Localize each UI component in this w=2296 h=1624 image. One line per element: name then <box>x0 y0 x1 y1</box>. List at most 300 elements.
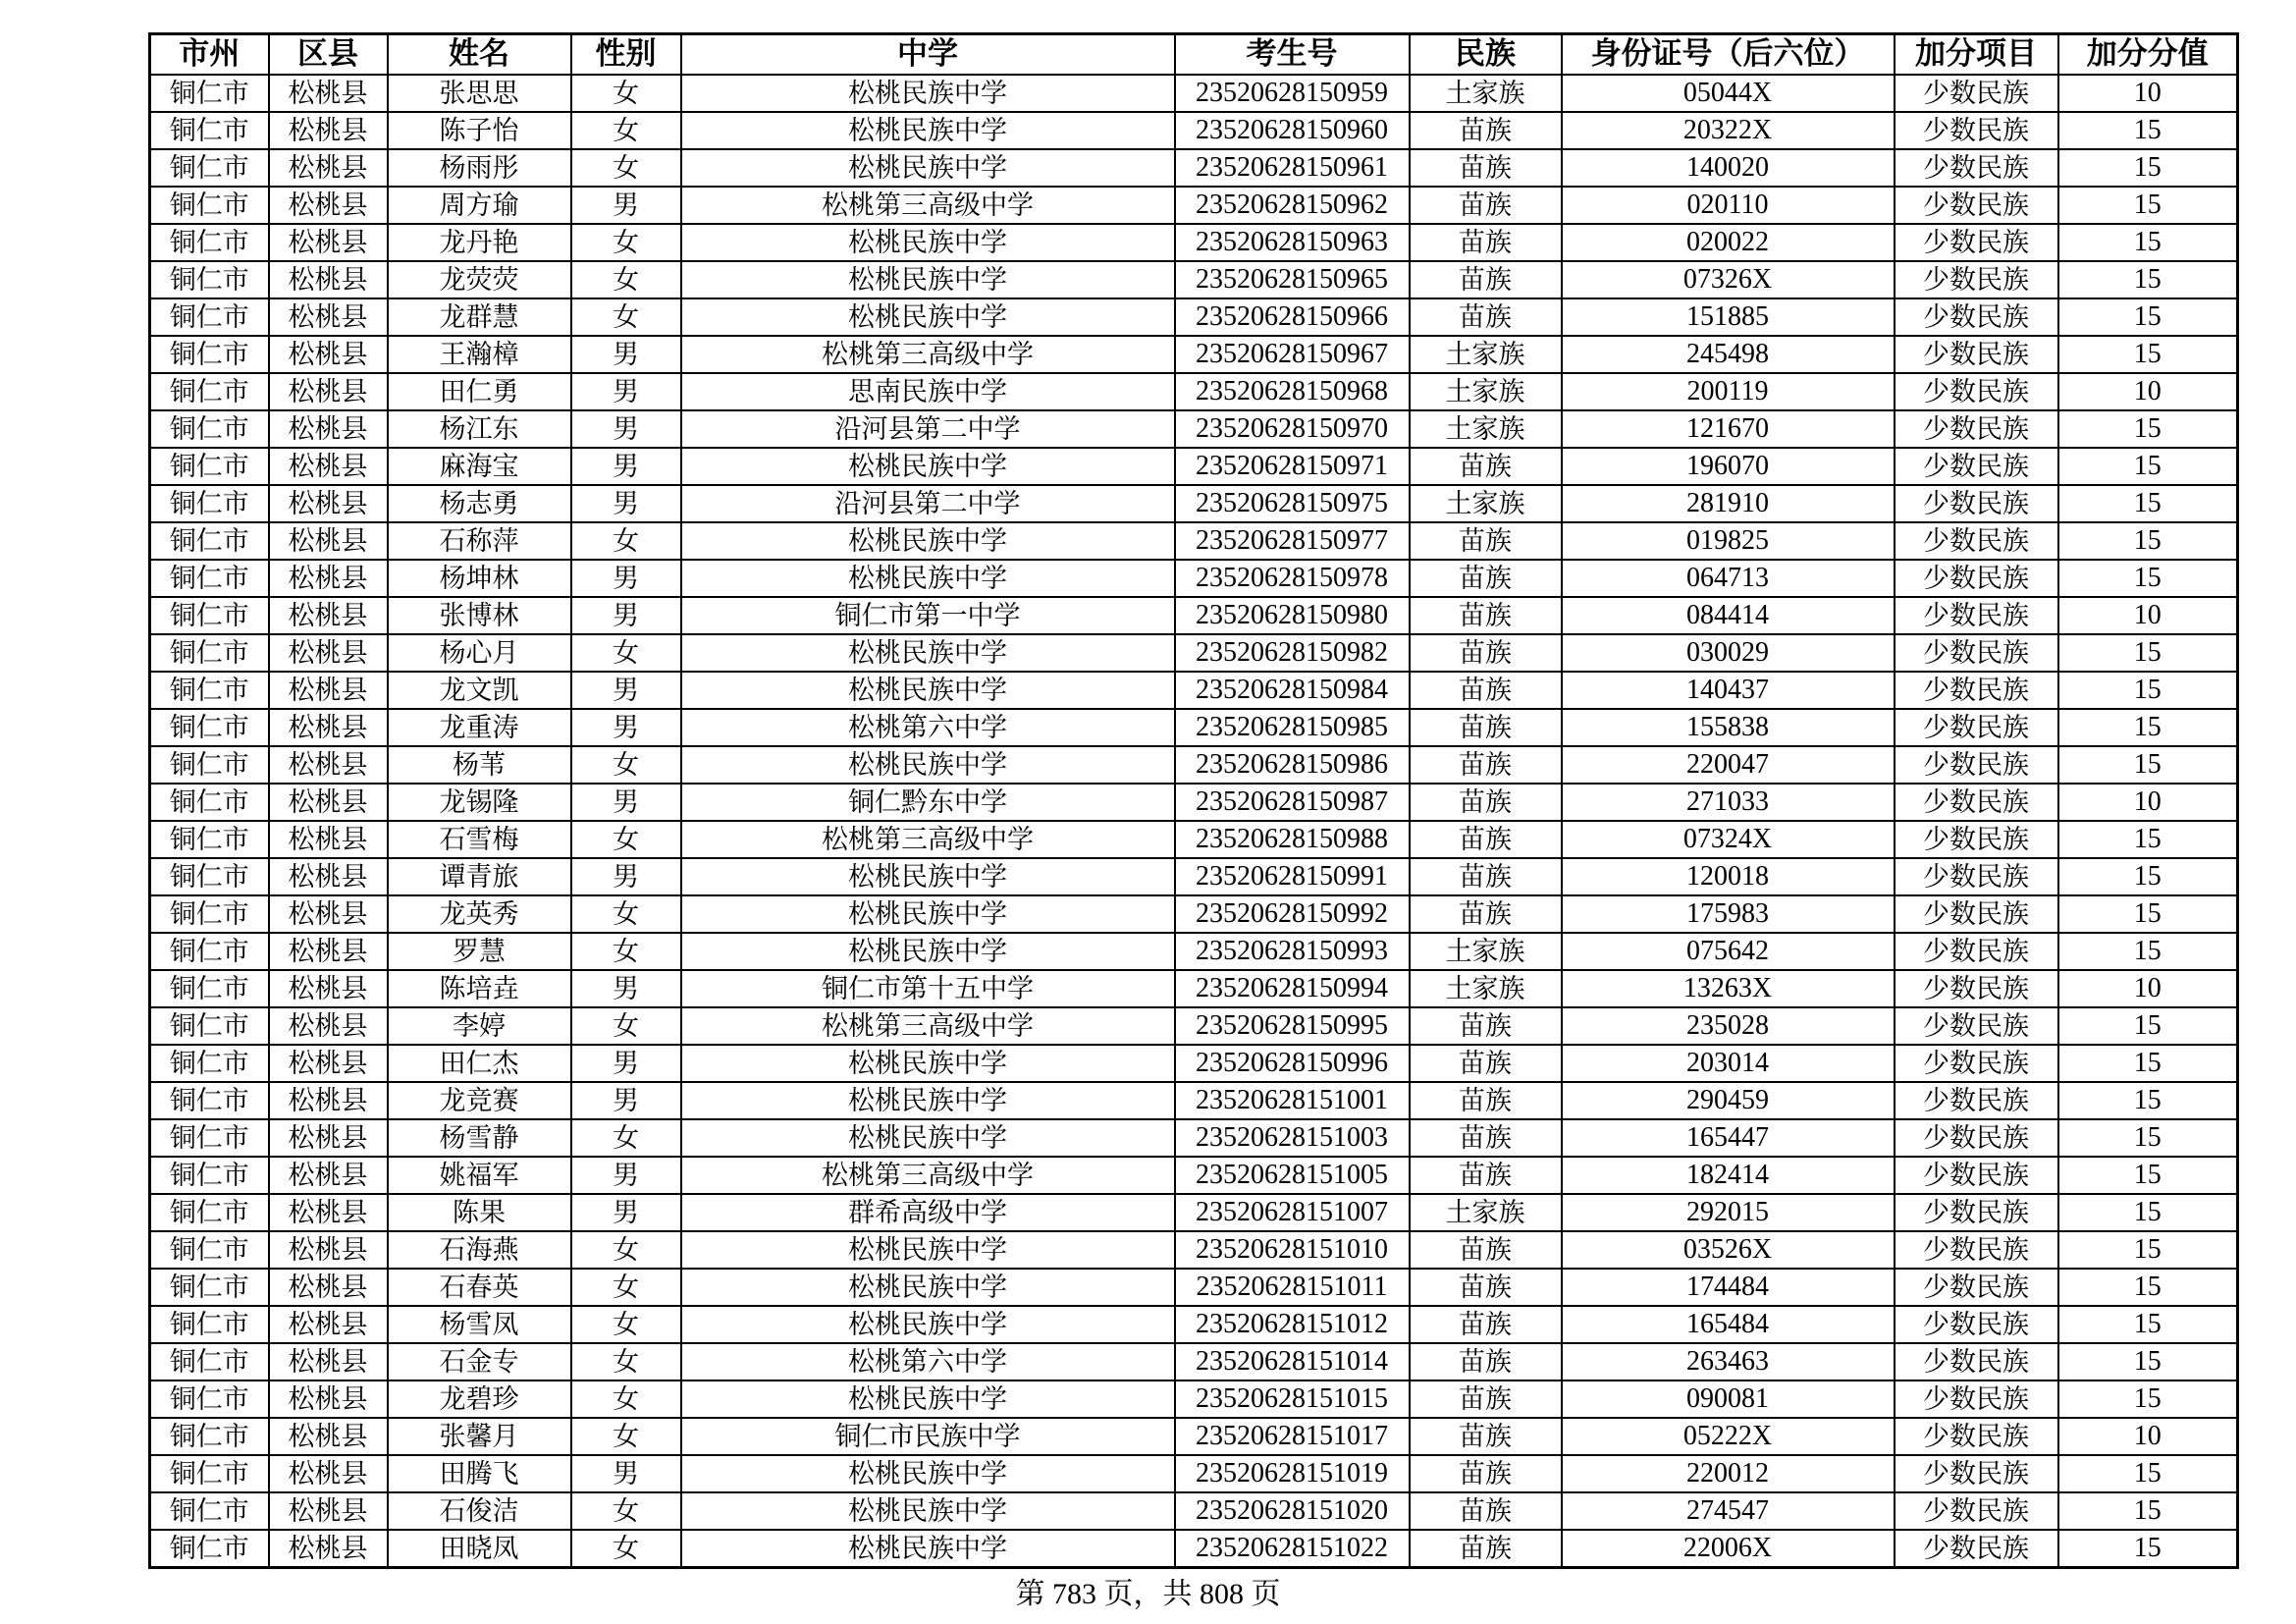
school-cell: 松桃民族中学 <box>681 895 1175 933</box>
city-cell: 铜仁市 <box>150 858 269 895</box>
city-cell: 铜仁市 <box>150 1119 269 1157</box>
name-cell: 田晓凤 <box>388 1530 571 1568</box>
gender-cell: 女 <box>571 1007 681 1045</box>
id-last-six-cell: 263463 <box>1562 1343 1895 1380</box>
gender-cell: 女 <box>571 1343 681 1380</box>
school-cell: 松桃民族中学 <box>681 1082 1175 1119</box>
ethnicity-cell: 苗族 <box>1410 261 1562 298</box>
name-cell: 杨坤林 <box>388 560 571 597</box>
exam-number-cell: 23520628150980 <box>1175 597 1410 634</box>
bonus-item-cell: 少数民族 <box>1895 1343 2058 1380</box>
table-row <box>150 1269 2238 1306</box>
name-cell: 龙群慧 <box>388 298 571 336</box>
ethnicity-cell: 苗族 <box>1410 709 1562 746</box>
bonus-value-cell: 15 <box>2058 1492 2238 1530</box>
ethnicity-cell: 土家族 <box>1410 75 1562 112</box>
name-cell: 龙竞赛 <box>388 1082 571 1119</box>
exam-number-cell: 23520628151001 <box>1175 1082 1410 1119</box>
id-last-six-cell: 13263X <box>1562 970 1895 1007</box>
table-row <box>150 746 2238 784</box>
gender-cell: 男 <box>571 1157 681 1194</box>
table-row <box>150 1492 2238 1530</box>
exam-number-cell: 23520628151012 <box>1175 1306 1410 1343</box>
school-cell: 松桃民族中学 <box>681 75 1175 112</box>
name-cell: 张馨月 <box>388 1418 571 1455</box>
school-cell: 群希高级中学 <box>681 1194 1175 1231</box>
bonus-value-cell: 15 <box>2058 895 2238 933</box>
city-cell: 铜仁市 <box>150 485 269 522</box>
exam-number-cell: 23520628150975 <box>1175 485 1410 522</box>
gender-cell: 男 <box>571 597 681 634</box>
table-row <box>150 1119 2238 1157</box>
city-cell: 铜仁市 <box>150 1418 269 1455</box>
exam-number-cell: 23520628151007 <box>1175 1194 1410 1231</box>
table-row <box>150 1194 2238 1231</box>
exam-number-cell: 23520628151015 <box>1175 1380 1410 1418</box>
gender-cell: 男 <box>571 1455 681 1492</box>
bonus-value-cell: 15 <box>2058 560 2238 597</box>
bonus-value-cell: 15 <box>2058 933 2238 970</box>
county-cell: 松桃县 <box>269 933 388 970</box>
bonus-item-cell: 少数民族 <box>1895 858 2058 895</box>
bonus-item-cell: 少数民族 <box>1895 149 2058 187</box>
city-cell: 铜仁市 <box>150 1231 269 1269</box>
bonus-value-cell: 10 <box>2058 373 2238 410</box>
id-last-six-cell: 196070 <box>1562 448 1895 485</box>
table-row <box>150 410 2238 448</box>
exam-number-cell: 23520628151019 <box>1175 1455 1410 1492</box>
id-last-six-cell: 203014 <box>1562 1045 1895 1082</box>
county-cell: 松桃县 <box>269 410 388 448</box>
county-cell: 松桃县 <box>269 1082 388 1119</box>
id-last-six-cell: 22006X <box>1562 1530 1895 1568</box>
county-cell: 松桃县 <box>269 634 388 672</box>
county-cell: 松桃县 <box>269 895 388 933</box>
id-last-six-cell: 290459 <box>1562 1082 1895 1119</box>
column-header-id-last-six: 身份证号（后六位） <box>1562 34 1895 76</box>
exam-number-cell: 23520628150995 <box>1175 1007 1410 1045</box>
gender-cell: 女 <box>571 1119 681 1157</box>
school-cell: 松桃民族中学 <box>681 1380 1175 1418</box>
gender-cell: 女 <box>571 1231 681 1269</box>
bonus-item-cell: 少数民族 <box>1895 1380 2058 1418</box>
name-cell: 田仁勇 <box>388 373 571 410</box>
county-cell: 松桃县 <box>269 784 388 821</box>
id-last-six-cell: 05044X <box>1562 75 1895 112</box>
bonus-item-cell: 少数民族 <box>1895 672 2058 709</box>
gender-cell: 女 <box>571 149 681 187</box>
bonus-value-cell: 15 <box>2058 448 2238 485</box>
bonus-value-cell: 15 <box>2058 261 2238 298</box>
table-row <box>150 75 2238 112</box>
table-row <box>150 933 2238 970</box>
bonus-item-cell: 少数民族 <box>1895 112 2058 149</box>
ethnicity-cell: 苗族 <box>1410 560 1562 597</box>
id-last-six-cell: 292015 <box>1562 1194 1895 1231</box>
bonus-value-cell: 10 <box>2058 597 2238 634</box>
city-cell: 铜仁市 <box>150 1380 269 1418</box>
bonus-item-cell: 少数民族 <box>1895 1194 2058 1231</box>
name-cell: 张思思 <box>388 75 571 112</box>
county-cell: 松桃县 <box>269 1418 388 1455</box>
table-row <box>150 298 2238 336</box>
bonus-value-cell: 15 <box>2058 1530 2238 1568</box>
bonus-item-cell: 少数民族 <box>1895 1418 2058 1455</box>
city-cell: 铜仁市 <box>150 1269 269 1306</box>
gender-cell: 男 <box>571 485 681 522</box>
table-row <box>150 1530 2238 1568</box>
id-last-six-cell: 020110 <box>1562 187 1895 224</box>
ethnicity-cell: 苗族 <box>1410 784 1562 821</box>
gender-cell: 女 <box>571 746 681 784</box>
bonus-item-cell: 少数民族 <box>1895 1119 2058 1157</box>
city-cell: 铜仁市 <box>150 933 269 970</box>
school-cell: 铜仁黔东中学 <box>681 784 1175 821</box>
id-last-six-cell: 245498 <box>1562 336 1895 373</box>
ethnicity-cell: 苗族 <box>1410 858 1562 895</box>
gender-cell: 女 <box>571 261 681 298</box>
name-cell: 龙英秀 <box>388 895 571 933</box>
bonus-item-cell: 少数民族 <box>1895 1492 2058 1530</box>
school-cell: 松桃民族中学 <box>681 1231 1175 1269</box>
county-cell: 松桃县 <box>269 1455 388 1492</box>
bonus-item-cell: 少数民族 <box>1895 410 2058 448</box>
table-row <box>150 522 2238 560</box>
name-cell: 杨苇 <box>388 746 571 784</box>
id-last-six-cell: 05222X <box>1562 1418 1895 1455</box>
name-cell: 石春英 <box>388 1269 571 1306</box>
name-cell: 杨江东 <box>388 410 571 448</box>
table-row <box>150 709 2238 746</box>
name-cell: 姚福军 <box>388 1157 571 1194</box>
id-last-six-cell: 235028 <box>1562 1007 1895 1045</box>
gender-cell: 女 <box>571 75 681 112</box>
table-row <box>150 1045 2238 1082</box>
ethnicity-cell: 土家族 <box>1410 485 1562 522</box>
id-last-six-cell: 165447 <box>1562 1119 1895 1157</box>
exam-number-cell: 23520628150996 <box>1175 1045 1410 1082</box>
name-cell: 谭青旅 <box>388 858 571 895</box>
table-row <box>150 1157 2238 1194</box>
city-cell: 铜仁市 <box>150 1306 269 1343</box>
exam-number-cell: 23520628150968 <box>1175 373 1410 410</box>
city-cell: 铜仁市 <box>150 373 269 410</box>
name-cell: 陈子怡 <box>388 112 571 149</box>
table-row <box>150 1306 2238 1343</box>
name-cell: 周方瑜 <box>388 187 571 224</box>
name-cell: 龙锡隆 <box>388 784 571 821</box>
table-row <box>150 261 2238 298</box>
id-last-six-cell: 07326X <box>1562 261 1895 298</box>
school-cell: 铜仁市第十五中学 <box>681 970 1175 1007</box>
bonus-value-cell: 15 <box>2058 187 2238 224</box>
exam-number-cell: 23520628150986 <box>1175 746 1410 784</box>
bonus-item-cell: 少数民族 <box>1895 224 2058 261</box>
bonus-value-cell: 15 <box>2058 485 2238 522</box>
exam-number-cell: 23520628150988 <box>1175 821 1410 858</box>
exam-number-cell: 23520628151022 <box>1175 1530 1410 1568</box>
ethnicity-cell: 苗族 <box>1410 1231 1562 1269</box>
exam-number-cell: 23520628150985 <box>1175 709 1410 746</box>
county-cell: 松桃县 <box>269 373 388 410</box>
school-cell: 松桃第三高级中学 <box>681 1007 1175 1045</box>
exam-number-cell: 23520628150992 <box>1175 895 1410 933</box>
bonus-item-cell: 少数民族 <box>1895 373 2058 410</box>
ethnicity-cell: 苗族 <box>1410 1157 1562 1194</box>
school-cell: 松桃第三高级中学 <box>681 821 1175 858</box>
bonus-item-cell: 少数民族 <box>1895 784 2058 821</box>
county-cell: 松桃县 <box>269 1157 388 1194</box>
exam-number-cell: 23520628150970 <box>1175 410 1410 448</box>
id-last-six-cell: 084414 <box>1562 597 1895 634</box>
bonus-value-cell: 15 <box>2058 410 2238 448</box>
bonus-value-cell: 10 <box>2058 970 2238 1007</box>
county-cell: 松桃县 <box>269 1119 388 1157</box>
id-last-six-cell: 090081 <box>1562 1380 1895 1418</box>
id-last-six-cell: 271033 <box>1562 784 1895 821</box>
bonus-item-cell: 少数民族 <box>1895 746 2058 784</box>
exam-number-cell: 23520628150984 <box>1175 672 1410 709</box>
gender-cell: 女 <box>571 112 681 149</box>
city-cell: 铜仁市 <box>150 597 269 634</box>
exam-number-cell: 23520628150994 <box>1175 970 1410 1007</box>
name-cell: 杨心月 <box>388 634 571 672</box>
page-number: 第 783 页，共 808 页 <box>1015 1578 1281 1610</box>
name-cell: 石称萍 <box>388 522 571 560</box>
exam-number-cell: 23520628151003 <box>1175 1119 1410 1157</box>
county-cell: 松桃县 <box>269 746 388 784</box>
gender-cell: 女 <box>571 634 681 672</box>
bonus-item-cell: 少数民族 <box>1895 336 2058 373</box>
id-last-six-cell: 175983 <box>1562 895 1895 933</box>
bonus-value-cell: 15 <box>2058 1194 2238 1231</box>
school-cell: 松桃民族中学 <box>681 858 1175 895</box>
county-cell: 松桃县 <box>269 261 388 298</box>
table-row <box>150 336 2238 373</box>
ethnicity-cell: 苗族 <box>1410 1119 1562 1157</box>
city-cell: 铜仁市 <box>150 970 269 1007</box>
bonus-item-cell: 少数民族 <box>1895 187 2058 224</box>
city-cell: 铜仁市 <box>150 149 269 187</box>
county-cell: 松桃县 <box>269 709 388 746</box>
bonus-item-cell: 少数民族 <box>1895 933 2058 970</box>
bonus-value-cell: 15 <box>2058 1231 2238 1269</box>
county-cell: 松桃县 <box>269 75 388 112</box>
id-last-six-cell: 220047 <box>1562 746 1895 784</box>
ethnicity-cell: 土家族 <box>1410 933 1562 970</box>
bonus-value-cell: 15 <box>2058 1343 2238 1380</box>
county-cell: 松桃县 <box>269 298 388 336</box>
name-cell: 陈培垚 <box>388 970 571 1007</box>
ethnicity-cell: 苗族 <box>1410 224 1562 261</box>
school-cell: 松桃民族中学 <box>681 298 1175 336</box>
school-cell: 松桃第六中学 <box>681 1343 1175 1380</box>
gender-cell: 女 <box>571 224 681 261</box>
table-row <box>150 560 2238 597</box>
city-cell: 铜仁市 <box>150 1492 269 1530</box>
id-last-six-cell: 064713 <box>1562 560 1895 597</box>
ethnicity-cell: 土家族 <box>1410 410 1562 448</box>
bonus-item-cell: 少数民族 <box>1895 1045 2058 1082</box>
exam-number-cell: 23520628151011 <box>1175 1269 1410 1306</box>
table-row <box>150 187 2238 224</box>
gender-cell: 女 <box>571 298 681 336</box>
id-last-six-cell: 019825 <box>1562 522 1895 560</box>
bonus-item-cell: 少数民族 <box>1895 522 2058 560</box>
city-cell: 铜仁市 <box>150 522 269 560</box>
school-cell: 松桃民族中学 <box>681 746 1175 784</box>
bonus-value-cell: 15 <box>2058 858 2238 895</box>
ethnicity-cell: 苗族 <box>1410 895 1562 933</box>
id-last-six-cell: 140437 <box>1562 672 1895 709</box>
gender-cell: 男 <box>571 373 681 410</box>
exam-number-cell: 23520628150971 <box>1175 448 1410 485</box>
name-cell: 龙碧珍 <box>388 1380 571 1418</box>
county-cell: 松桃县 <box>269 522 388 560</box>
ethnicity-cell: 土家族 <box>1410 1194 1562 1231</box>
gender-cell: 男 <box>571 448 681 485</box>
school-cell: 铜仁市第一中学 <box>681 597 1175 634</box>
bonus-value-cell: 15 <box>2058 672 2238 709</box>
city-cell: 铜仁市 <box>150 1007 269 1045</box>
bonus-value-cell: 15 <box>2058 1306 2238 1343</box>
table-row <box>150 373 2238 410</box>
ethnicity-cell: 苗族 <box>1410 448 1562 485</box>
id-last-six-cell: 174484 <box>1562 1269 1895 1306</box>
bonus-value-cell: 15 <box>2058 149 2238 187</box>
city-cell: 铜仁市 <box>150 187 269 224</box>
table-row <box>150 597 2238 634</box>
gender-cell: 女 <box>571 1530 681 1568</box>
county-cell: 松桃县 <box>269 560 388 597</box>
gender-cell: 男 <box>571 709 681 746</box>
admission-bonus-table <box>148 32 2239 1569</box>
school-cell: 松桃民族中学 <box>681 1045 1175 1082</box>
id-last-six-cell: 120018 <box>1562 858 1895 895</box>
ethnicity-cell: 苗族 <box>1410 672 1562 709</box>
school-cell: 松桃民族中学 <box>681 261 1175 298</box>
ethnicity-cell: 苗族 <box>1410 187 1562 224</box>
school-cell: 松桃民族中学 <box>681 560 1175 597</box>
id-last-six-cell: 151885 <box>1562 298 1895 336</box>
exam-number-cell: 23520628151017 <box>1175 1418 1410 1455</box>
school-cell: 松桃民族中学 <box>681 149 1175 187</box>
exam-number-cell: 23520628150961 <box>1175 149 1410 187</box>
column-header-ethnicity: 民族 <box>1410 34 1562 76</box>
exam-number-cell: 23520628150962 <box>1175 187 1410 224</box>
school-cell: 沿河县第二中学 <box>681 485 1175 522</box>
school-cell: 松桃民族中学 <box>681 448 1175 485</box>
exam-number-cell: 23520628150965 <box>1175 261 1410 298</box>
city-cell: 铜仁市 <box>150 75 269 112</box>
gender-cell: 男 <box>571 858 681 895</box>
county-cell: 松桃县 <box>269 1007 388 1045</box>
city-cell: 铜仁市 <box>150 784 269 821</box>
exam-number-cell: 23520628150960 <box>1175 112 1410 149</box>
bonus-item-cell: 少数民族 <box>1895 709 2058 746</box>
id-last-six-cell: 030029 <box>1562 634 1895 672</box>
school-cell: 松桃民族中学 <box>681 224 1175 261</box>
bonus-item-cell: 少数民族 <box>1895 75 2058 112</box>
ethnicity-cell: 苗族 <box>1410 1418 1562 1455</box>
header-row <box>150 34 2238 76</box>
table-row <box>150 1418 2238 1455</box>
table-row <box>150 858 2238 895</box>
ethnicity-cell: 土家族 <box>1410 970 1562 1007</box>
table-row <box>150 224 2238 261</box>
city-cell: 铜仁市 <box>150 298 269 336</box>
school-cell: 松桃第三高级中学 <box>681 187 1175 224</box>
bonus-item-cell: 少数民族 <box>1895 298 2058 336</box>
school-cell: 松桃民族中学 <box>681 933 1175 970</box>
exam-number-cell: 23520628150993 <box>1175 933 1410 970</box>
city-cell: 铜仁市 <box>150 224 269 261</box>
table-row <box>150 485 2238 522</box>
gender-cell: 男 <box>571 410 681 448</box>
exam-number-cell: 23520628150963 <box>1175 224 1410 261</box>
bonus-item-cell: 少数民族 <box>1895 895 2058 933</box>
exam-number-cell: 23520628151010 <box>1175 1231 1410 1269</box>
name-cell: 田仁杰 <box>388 1045 571 1082</box>
city-cell: 铜仁市 <box>150 336 269 373</box>
table-row <box>150 112 2238 149</box>
gender-cell: 女 <box>571 1418 681 1455</box>
ethnicity-cell: 苗族 <box>1410 1306 1562 1343</box>
bonus-value-cell: 15 <box>2058 1007 2238 1045</box>
gender-cell: 女 <box>571 1380 681 1418</box>
bonus-value-cell: 15 <box>2058 1455 2238 1492</box>
id-last-six-cell: 281910 <box>1562 485 1895 522</box>
name-cell: 龙荧荧 <box>388 261 571 298</box>
column-header-exam-number: 考生号 <box>1175 34 1410 76</box>
school-cell: 松桃民族中学 <box>681 1492 1175 1530</box>
county-cell: 松桃县 <box>269 970 388 1007</box>
table-row <box>150 784 2238 821</box>
ethnicity-cell: 苗族 <box>1410 1007 1562 1045</box>
exam-number-cell: 23520628151020 <box>1175 1492 1410 1530</box>
school-cell: 松桃民族中学 <box>681 1119 1175 1157</box>
table-row <box>150 821 2238 858</box>
bonus-value-cell: 15 <box>2058 522 2238 560</box>
id-last-six-cell: 07324X <box>1562 821 1895 858</box>
id-last-six-cell: 20322X <box>1562 112 1895 149</box>
city-cell: 铜仁市 <box>150 1343 269 1380</box>
name-cell: 杨雪静 <box>388 1119 571 1157</box>
bonus-value-cell: 10 <box>2058 784 2238 821</box>
table-row <box>150 1455 2238 1492</box>
id-last-six-cell: 03526X <box>1562 1231 1895 1269</box>
bonus-item-cell: 少数民族 <box>1895 597 2058 634</box>
bonus-item-cell: 少数民族 <box>1895 1007 2058 1045</box>
county-cell: 松桃县 <box>269 187 388 224</box>
county-cell: 松桃县 <box>269 149 388 187</box>
ethnicity-cell: 苗族 <box>1410 1492 1562 1530</box>
table-body <box>150 75 2238 1568</box>
gender-cell: 女 <box>571 933 681 970</box>
bonus-value-cell: 15 <box>2058 634 2238 672</box>
school-cell: 松桃第三高级中学 <box>681 336 1175 373</box>
id-last-six-cell: 182414 <box>1562 1157 1895 1194</box>
bonus-value-cell: 15 <box>2058 1157 2238 1194</box>
school-cell: 松桃民族中学 <box>681 1455 1175 1492</box>
name-cell: 杨雪凤 <box>388 1306 571 1343</box>
bonus-value-cell: 15 <box>2058 112 2238 149</box>
city-cell: 铜仁市 <box>150 1194 269 1231</box>
bonus-value-cell: 10 <box>2058 1418 2238 1455</box>
city-cell: 铜仁市 <box>150 1530 269 1568</box>
school-cell: 松桃民族中学 <box>681 112 1175 149</box>
city-cell: 铜仁市 <box>150 1455 269 1492</box>
